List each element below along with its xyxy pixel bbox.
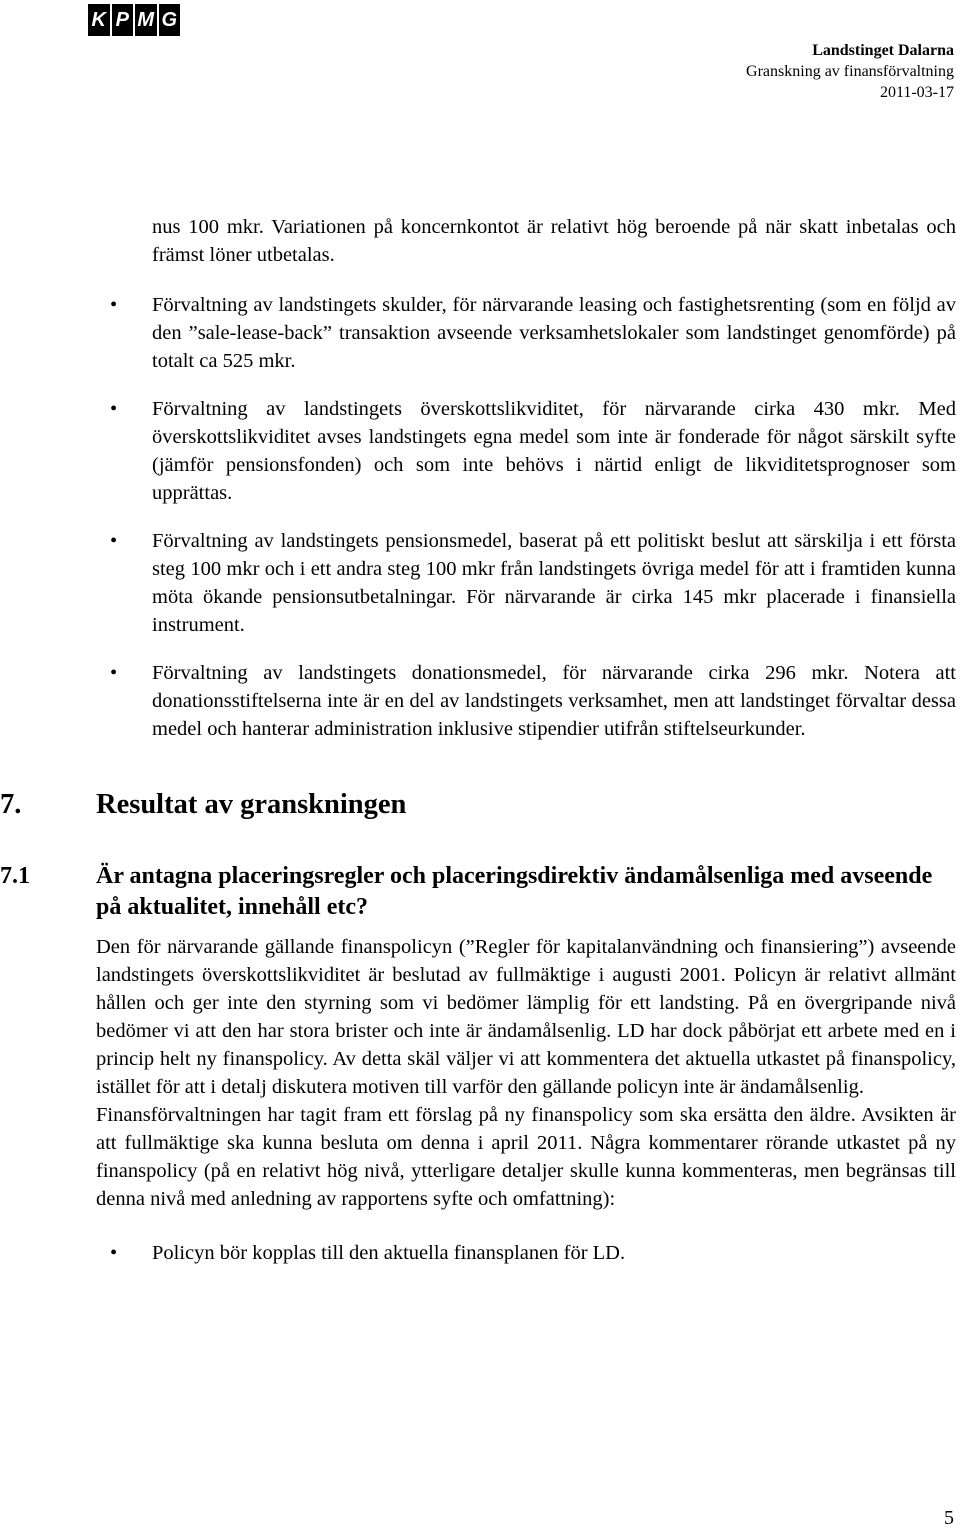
bullet-icon: •	[110, 662, 118, 684]
list-item-text: Förvaltning av landstingets överskottslikviditet, för närvarande cirka 430 mkr. Med överskottslikviditet avses landstingets egna medel som inte är fonderade för något särskilt syfte (jämför pensionsfonden) och som inte behövs i närtid enligt de likviditetsprognoser som upprättas.	[152, 398, 956, 504]
paragraph: Den för närvarande gällande finanspolicyn (”Regler för kapitalanvändning och finansiering”) avseende landstingets överskottslikviditet är beslutad av fullmäktige i augusti 2001. Policyn är relativt allmänt hållen och ger inte den styrning som vi bedömer lämplig för ett landsting. På en övergripande nivå bedömer vi att den har stora brister och inte är ändamålsenlig. LD har dock påbörjat ett arbete med en i princip helt ny finanspolicy. Av detta skäl väljer vi att kommentera det aktuella utkastet på finanspolicy, istället för att i detalj diskutera motiven till varför den gällande policyn inte är ändamålsenlig.	[96, 936, 956, 1098]
list-item	[96, 1239, 956, 1267]
list-item-text: Förvaltning av landstingets pensionsmedel, baserat på ett politiskt beslut att särskilja i ett första steg 100 mkr och i ett andra steg 100 mkr från landstingets övriga medel för att i framtiden kunna möta ökande pensionsutbetalningar. För närvarande är cirka 145 mkr placerade i finansiella instrument.	[152, 530, 956, 636]
list-item-text: Förvaltning av landstingets skulder, för närvarande leasing och fastighetsrenting (som en följd av den ”sale-lease-back” transaktion avseende verksamhetslokaler som landstinget genomförde) på totalt ca 525 mkr.	[152, 294, 956, 372]
header-organization: Landstinget Dalarna	[812, 42, 954, 59]
bullet-icon: •	[110, 398, 118, 420]
logo-letter: P	[112, 4, 134, 36]
logo-letter: G	[159, 4, 181, 36]
bullet-icon: •	[110, 1242, 118, 1264]
header-date: 2011-03-17	[879, 84, 954, 101]
subsection-number: 7.1	[0, 863, 30, 889]
page-header	[746, 40, 954, 103]
document-body	[0, 213, 956, 1267]
subsection-title: Är antagna placeringsregler och placeringsdirektiv ändamålsenliga med avseende på aktualitet, innehåll etc?	[96, 863, 933, 920]
list-item-text: Policyn bör kopplas till den aktuella finansplanen för LD.	[152, 1242, 626, 1264]
list-item-text: Förvaltning av landstingets donationsmedel, för närvarande cirka 296 mkr. Notera att donationsstiftelserna inte är en del av landstingets verksamhet, men att landstinget förvaltar dessa medel och hanterar administration inklusive stipendier utifrån stiftelseurkunder.	[152, 662, 956, 740]
list-item	[96, 527, 956, 639]
subsection-heading	[0, 861, 956, 923]
list-item	[96, 659, 956, 743]
logo-letter: K	[88, 4, 110, 36]
header-report-title: Granskning av finansförvaltning	[746, 63, 954, 80]
bullet-icon: •	[110, 530, 118, 552]
list-item	[96, 395, 956, 507]
kpmg-logo	[88, 4, 180, 36]
section-heading	[0, 787, 956, 823]
section-title: Resultat av granskningen	[96, 789, 407, 820]
page-number: 5	[944, 1507, 954, 1529]
bullet-icon: •	[110, 294, 118, 316]
section-number: 7.	[0, 789, 22, 820]
list-item	[96, 291, 956, 375]
intro-continuation: nus 100 mkr. Variationen på koncernkontot är relativt hög beroende på när skatt inbetalas och främst löner utbetalas.	[152, 216, 956, 266]
paragraph: Finansförvaltningen har tagit fram ett förslag på ny finanspolicy som ska ersätta den äldre. Avsikten är att fullmäktige ska kunna besluta om denna i april 2011. Några kommentarer rörande utkastet på ny finanspolicy (på en relativt hög nivå, ytterligare detaljer skulle kunna kommenteras, men begränsas till denna nivå med anledning av rapportens syfte och omfattning):	[96, 1104, 956, 1210]
logo-letter: M	[135, 4, 157, 36]
